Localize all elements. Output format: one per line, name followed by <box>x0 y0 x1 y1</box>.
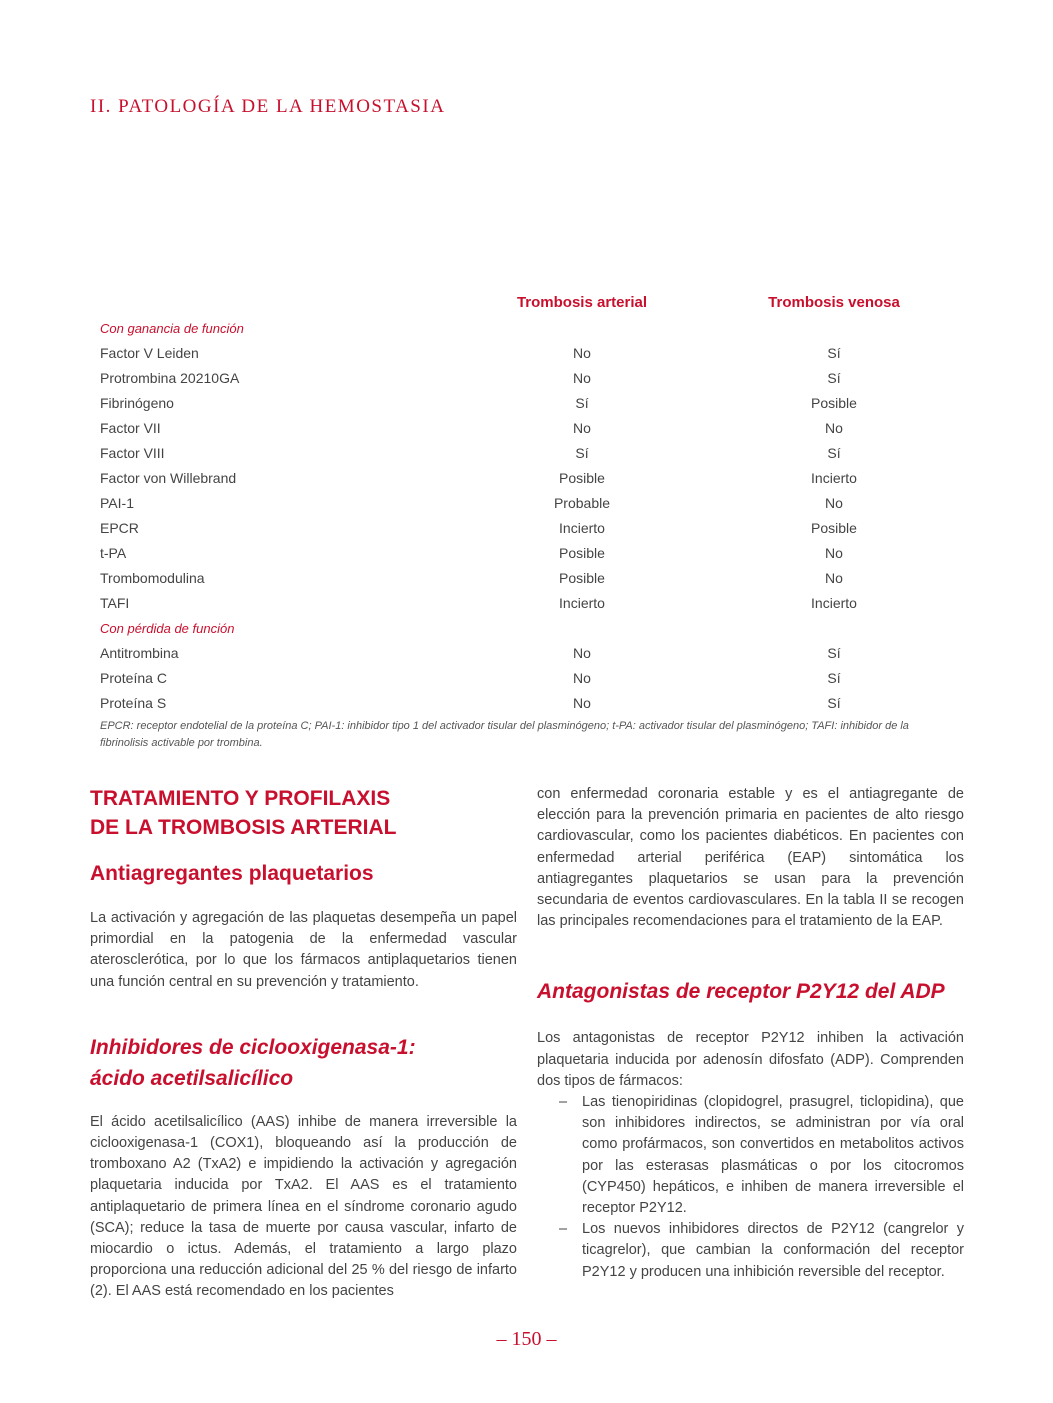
cell-arterial: Posible <box>559 570 605 586</box>
table-row <box>100 516 966 541</box>
column-header-venosa: Trombosis venosa <box>768 294 900 311</box>
section-label: Con pérdida de función <box>100 621 235 636</box>
section-title <box>90 784 517 842</box>
dash-bullet: – <box>559 1221 568 1238</box>
cell-venosa: Sí <box>827 345 841 361</box>
cell-arterial: No <box>573 420 591 436</box>
drug-type-list <box>537 1092 964 1283</box>
cell-venosa: No <box>825 420 843 436</box>
table-row <box>100 391 966 416</box>
cell-arterial: Sí <box>575 445 589 461</box>
cell-venosa: No <box>825 495 843 511</box>
section-title-line: DE LA TROMBOSIS ARTERIAL <box>90 816 397 839</box>
table-row <box>100 541 966 566</box>
paragraph: La activación y agregación de las plaquetas desempeña un papel primordial en la patogenia de la enfermedad vascular aterosclerótica, por lo que los fármacos antiplaquetarios tienen una función central en su prevención y tratamiento. <box>90 910 517 990</box>
cell-arterial: No <box>573 645 591 661</box>
table-section-loss <box>100 616 966 641</box>
cell-venosa: Posible <box>811 395 857 411</box>
table-row <box>100 641 966 666</box>
list-item-text: Los nuevos inhibidores directos de P2Y12 (cangrelor y ticagrelor), que cambian la conformación del receptor P2Y12 y producen una inhibición reversible del receptor. <box>582 1221 964 1280</box>
paragraph: con enfermedad coronaria estable y es el antiagregante de elección para la prevención primaria en pacientes de alto riesgo cardiovascular, como los pacientes diabéticos. En pacientes con enfermedad arterial periférica (EAP) sintomática los antiagregantes plaquetarios se usan para la prevención secundaria de eventos cardiovasculares. En la tabla II se recogen las principales recomendaciones para el tratamiento de la EAP. <box>537 786 964 930</box>
row-label: Proteína C <box>100 670 167 686</box>
table-header <box>100 290 966 316</box>
cell-arterial: No <box>573 670 591 686</box>
dash-bullet: – <box>559 1094 568 1111</box>
cell-venosa: Sí <box>827 670 841 686</box>
row-label: Protrombina 20210GA <box>100 370 240 386</box>
paragraph: El ácido acetilsalicílico (AAS) inhibe de manera irreversible la ciclooxigenasa-1 (COX1), bloqueando así la producción de tromboxano A2 (TxA2) e impidiendo la activación y agregación plaquetaria inducida por TxA2. El AAS es el tratamiento antiplaquetario de primera línea en el síndrome coronario agudo (SCA); reduce la tasa de muerte por causa vascular, infarto de miocardio o ictus. Además, el tratamiento a largo plazo proporciona una reducción adicional del 25 % del riesgo de infarto (2). El AAS está recomendado en los pacientes <box>90 1113 517 1300</box>
cell-arterial: Posible <box>559 545 605 561</box>
list-item <box>537 1092 964 1219</box>
row-label: TAFI <box>100 595 130 611</box>
cell-venosa: Incierto <box>811 470 857 486</box>
table-row <box>100 366 966 391</box>
right-column <box>537 784 964 1283</box>
cell-venosa: Incierto <box>811 595 857 611</box>
subsection-title-line: ácido acetilsalicílico <box>90 1066 294 1090</box>
table-row <box>100 441 966 466</box>
cell-venosa: Posible <box>811 520 857 536</box>
subsection-title-antiagregantes: Antiagregantes plaquetarios <box>90 862 374 885</box>
cell-venosa: Sí <box>827 695 841 711</box>
column-header-arterial: Trombosis arterial <box>516 294 648 311</box>
table-row <box>100 416 966 441</box>
subsection-title-line: Inhibidores de ciclooxigenasa-1: <box>90 1035 416 1059</box>
row-label: Factor von Willebrand <box>100 470 237 486</box>
row-label: t-PA <box>100 545 127 561</box>
list-item-text: Las tienopiridinas (clopidogrel, prasugrel, ticlopidina), que son inhibidores indirectos, se administran por vía oral como profármacos, son convertidos en metabolitos activos por las esterasas plasmáticas o por los citocromos (CYP450) hepáticos, e inhiben de manera irreversible el receptor P2Y12. <box>582 1094 964 1217</box>
table-footnote: EPCR: receptor endotelial de la proteína C; PAI-1: inhibidor tipo 1 del activador tisular del plasminógeno; t-PA: activador tisular del plasminógeno; TAFI: inhibidor de la fibrinolisis activable por trombina. <box>100 720 909 749</box>
section-label: Con ganancia de función <box>100 321 244 336</box>
cell-venosa: Sí <box>827 370 841 386</box>
paragraph: Los antagonistas de receptor P2Y12 inhiben la activación plaquetaria inducida por adenosín difosfato (ADP). Comprenden dos tipos de fármacos: <box>537 1030 964 1089</box>
risk-factor-table <box>100 290 966 752</box>
cell-arterial: Probable <box>553 495 611 511</box>
cell-venosa: No <box>825 545 843 561</box>
row-label: PAI-1 <box>100 495 134 511</box>
table-row <box>100 591 966 616</box>
row-label: EPCR <box>100 520 139 536</box>
cell-arterial: Posible <box>559 470 605 486</box>
list-item <box>537 1219 964 1283</box>
cell-arterial: No <box>573 345 591 361</box>
table-row <box>100 466 966 491</box>
table-section-gain <box>100 316 966 341</box>
cell-venosa: Sí <box>827 445 841 461</box>
row-label: Factor VII <box>100 420 161 436</box>
left-column <box>90 784 517 1303</box>
page-number: – 150 – <box>496 1328 557 1350</box>
subsection-title-aas <box>90 1032 517 1094</box>
cell-arterial: Incierto <box>559 520 605 536</box>
cell-venosa: Sí <box>827 645 841 661</box>
cell-arterial: No <box>573 695 591 711</box>
section-title-line: TRATAMIENTO Y PROFILAXIS <box>90 787 391 810</box>
subsection-title-p2y12: Antagonistas de receptor P2Y12 del ADP <box>537 980 945 1004</box>
row-label: Fibrinógeno <box>100 395 174 411</box>
cell-venosa: No <box>825 570 843 586</box>
row-label: Antitrombina <box>100 645 179 661</box>
table-row <box>100 491 966 516</box>
running-title: II. PATOLOGÍA DE LA HEMOSTASIA <box>90 96 446 117</box>
table-row <box>100 691 966 716</box>
table-row <box>100 666 966 691</box>
cell-arterial: Sí <box>575 395 589 411</box>
row-label: Factor V Leiden <box>100 345 199 361</box>
table-row <box>100 566 966 591</box>
cell-arterial: No <box>573 370 591 386</box>
row-label: Factor VIII <box>100 445 165 461</box>
table-row <box>100 341 966 366</box>
row-label: Trombomodulina <box>100 570 205 586</box>
row-label: Proteína S <box>100 695 167 711</box>
cell-arterial: Incierto <box>559 595 605 611</box>
